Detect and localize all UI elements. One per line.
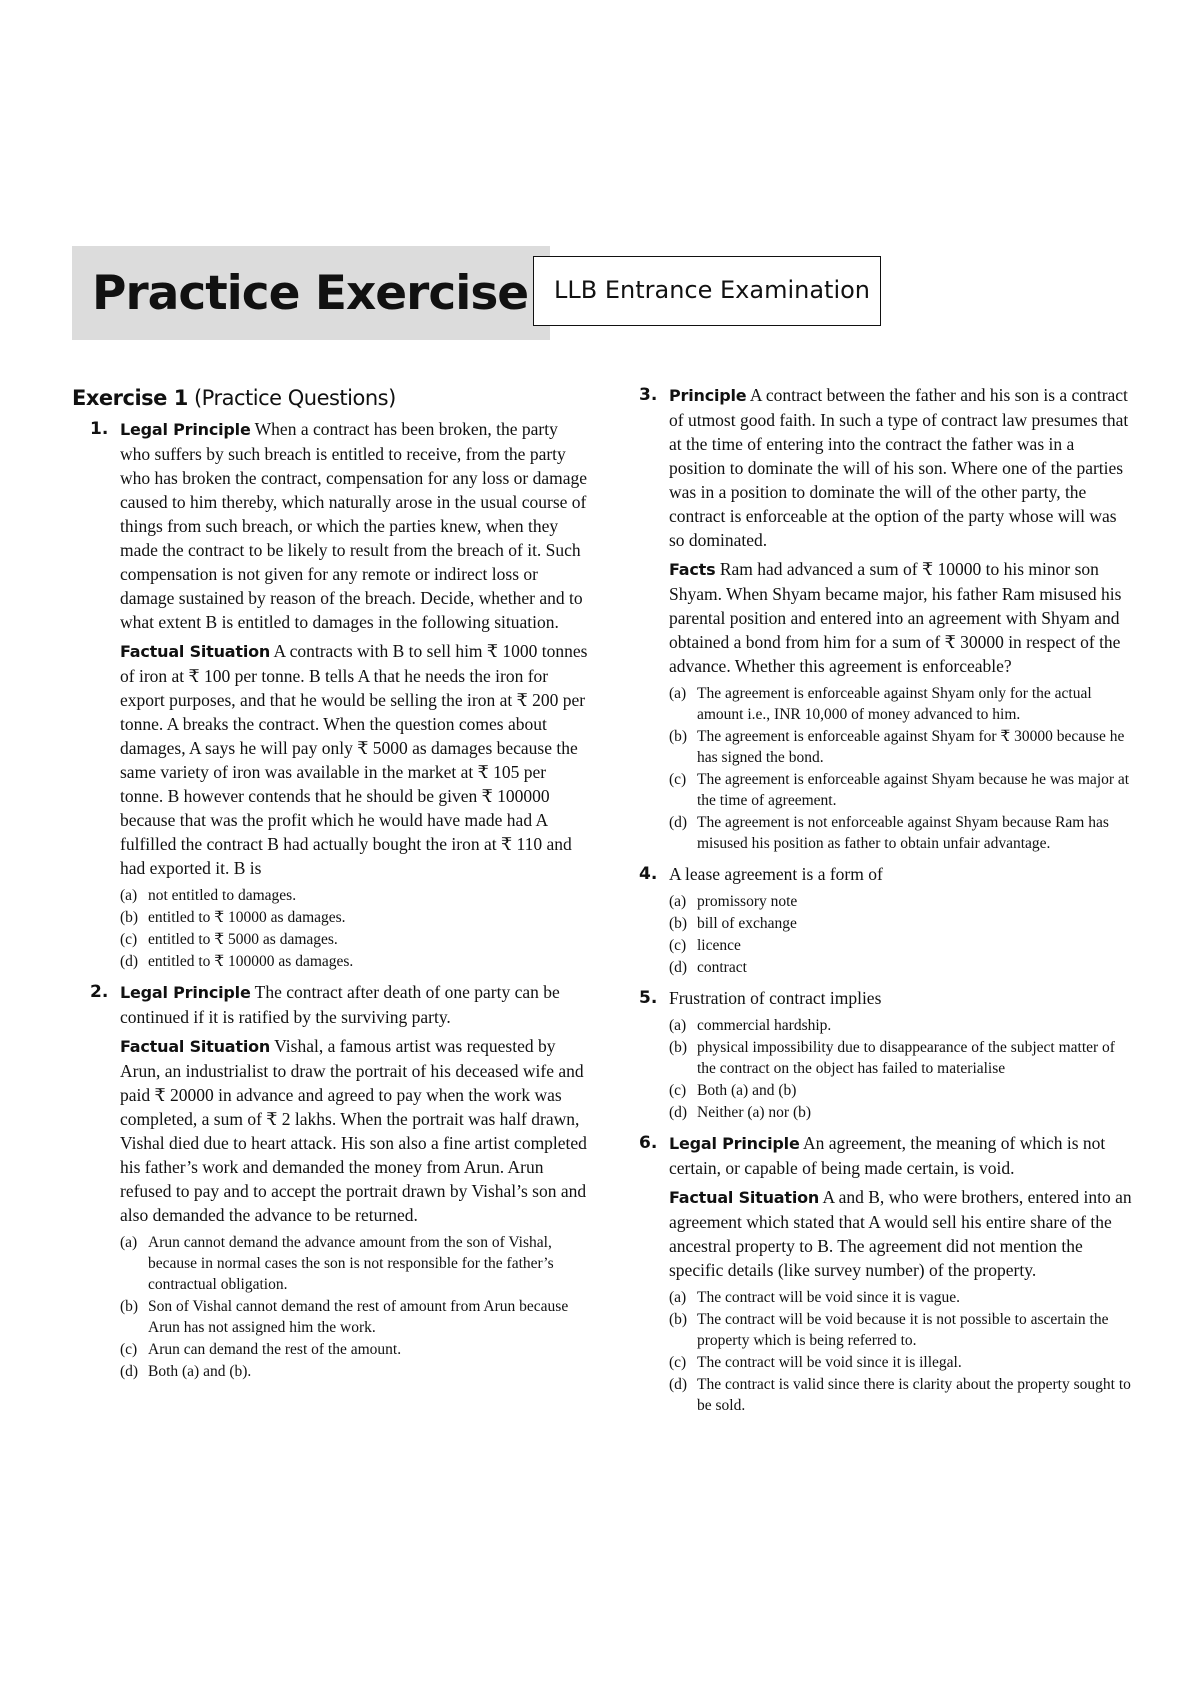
option-text: The contract will be void since it is illegal. bbox=[697, 1354, 962, 1371]
question-paragraph bbox=[669, 383, 1135, 552]
question-paragraph bbox=[120, 980, 592, 1029]
options-list bbox=[669, 683, 1135, 854]
option-text: Neither (a) nor (b) bbox=[697, 1104, 812, 1121]
option-label: (b) bbox=[120, 1298, 139, 1315]
questions-right bbox=[639, 383, 1135, 1416]
paragraph-text: The contract after death of one party can be continued if it is ratified by the surviving party. bbox=[120, 982, 560, 1027]
paragraph-label: Legal Principle bbox=[120, 983, 251, 1002]
option-item bbox=[120, 907, 592, 928]
paragraph-text: An agreement, the meaning of which is not certain, or capable of being made certain, is void. bbox=[669, 1133, 1106, 1178]
option-item bbox=[120, 1339, 592, 1360]
option-text: Son of Vishal cannot demand the rest of amount from Arun because Arun has not assigned him the work. bbox=[148, 1298, 569, 1336]
option-item bbox=[120, 1361, 592, 1382]
option-item bbox=[669, 812, 1135, 854]
question-paragraph bbox=[120, 1034, 592, 1227]
option-item bbox=[669, 683, 1135, 725]
option-text: bill of exchange bbox=[697, 915, 797, 932]
option-label: (a) bbox=[669, 685, 687, 702]
option-label: (a) bbox=[669, 1017, 687, 1034]
options-list bbox=[669, 891, 1135, 978]
paragraph-text: A lease agreement is a form of bbox=[669, 864, 883, 884]
option-text: The agreement is not enforceable against Shyam because Ram has misused his position as father to obtain unfair advantage. bbox=[697, 814, 1109, 852]
right-column bbox=[639, 383, 1135, 1424]
option-item bbox=[669, 1309, 1135, 1351]
exercise-heading-bold: Exercise 1 bbox=[72, 386, 188, 410]
option-item bbox=[669, 1352, 1135, 1373]
option-label: (d) bbox=[120, 953, 139, 970]
paragraph-label: Factual Situation bbox=[120, 642, 271, 661]
options-list bbox=[120, 1232, 592, 1382]
option-text: The agreement is enforceable against Shyam because he was major at the time of agreement. bbox=[697, 771, 1130, 809]
question-block bbox=[72, 417, 592, 972]
options-list bbox=[669, 1015, 1135, 1123]
paragraph-text: A contract between the father and his son is a contract of utmost good faith. In such a type of contract law presumes that at the time of entering into the contract the father was in a position to dominate the will of his son. Where one of the parties was in a position to dominate the will of the other party, the contract is enforceable at the option of the party whose will was so dominated. bbox=[669, 385, 1129, 550]
paragraph-label: Legal Principle bbox=[120, 420, 251, 439]
option-item bbox=[120, 929, 592, 950]
option-label: (b) bbox=[669, 915, 688, 932]
question-block bbox=[639, 383, 1135, 854]
option-text: Both (a) and (b). bbox=[148, 1363, 252, 1380]
paragraph-label: Factual Situation bbox=[669, 1188, 820, 1207]
option-label: (d) bbox=[669, 814, 688, 831]
option-label: (c) bbox=[120, 931, 138, 948]
option-text: The contract will be void since it is vague. bbox=[697, 1289, 960, 1306]
option-item bbox=[669, 957, 1135, 978]
paragraph-label: Legal Principle bbox=[669, 1134, 800, 1153]
option-item bbox=[669, 1037, 1135, 1079]
option-label: (b) bbox=[120, 909, 139, 926]
option-item bbox=[669, 769, 1135, 811]
option-item bbox=[120, 951, 592, 972]
question-number: 5. bbox=[639, 988, 658, 1008]
option-item bbox=[120, 885, 592, 906]
option-label: (b) bbox=[669, 728, 688, 745]
option-text: entitled to ₹ 100000 as damages. bbox=[148, 953, 354, 970]
option-text: commercial hardship. bbox=[697, 1017, 832, 1034]
option-item bbox=[669, 1102, 1135, 1123]
option-label: (c) bbox=[120, 1341, 138, 1358]
option-item bbox=[669, 1015, 1135, 1036]
paragraph-text: Frustration of contract implies bbox=[669, 988, 882, 1008]
option-text: promissory note bbox=[697, 893, 798, 910]
question-number: 1. bbox=[90, 419, 109, 439]
option-text: not entitled to damages. bbox=[148, 887, 297, 904]
option-item bbox=[669, 891, 1135, 912]
option-item bbox=[669, 726, 1135, 768]
question-paragraph bbox=[669, 1185, 1135, 1282]
option-item bbox=[669, 1287, 1135, 1308]
paragraph-label: Principle bbox=[669, 386, 747, 405]
paragraph-text: When a contract has been broken, the party who suffers by such breach is entitled to receive, from the party who has broken the contract, compensation for any loss or damage caused to him thereby, which naturally arose in the usual course of things from such breach, or which the parties knew, when they made the contract to be likely to result from the breach of it. Such compensation is not given for any remote or indirect loss or damage sustained by reason of the breach. Decide, whether and to what extent B is entitled to damages in the following situation. bbox=[120, 419, 588, 632]
question-paragraph bbox=[669, 986, 1135, 1010]
option-label: (d) bbox=[669, 959, 688, 976]
option-label: (c) bbox=[669, 937, 687, 954]
paragraph-text: Ram had advanced a sum of ₹ 10000 to his minor son Shyam. When Shyam became major, his father Ram misused his parental position and entered into an agreement with Shyam and obtained a bond from him for a sum of ₹ 30000 in respect of the advance. Whether this agreement is enforceable? bbox=[669, 559, 1122, 676]
paragraph-text: Vishal, a famous artist was requested by Arun, an industrialist to draw the portrait of his deceased wife and paid ₹ 20000 in advance and agreed to pay when the work was completed, a sum of ₹ 2 lakhs. When the portrait was half drawn, Vishal died due to heart attack. His son also a fine artist completed his father’s work and demanded the money from Arun. Arun refused to pay and to accept the portrait drawn by Vishal’s son and also demanded the advance to be returned. bbox=[120, 1036, 587, 1225]
question-block bbox=[639, 1131, 1135, 1416]
option-text: The contract is valid since there is clarity about the property sought to be sold. bbox=[697, 1376, 1131, 1414]
page-title: Practice Exercise bbox=[92, 266, 529, 321]
question-block bbox=[639, 862, 1135, 978]
option-text: entitled to ₹ 10000 as damages. bbox=[148, 909, 346, 926]
left-column bbox=[72, 383, 592, 1390]
questions-left bbox=[72, 417, 592, 1382]
option-text: entitled to ₹ 5000 as damages. bbox=[148, 931, 338, 948]
option-label: (a) bbox=[669, 1289, 687, 1306]
option-text: Arun can demand the rest of the amount. bbox=[148, 1341, 402, 1358]
option-item bbox=[669, 1374, 1135, 1416]
option-text: Both (a) and (b) bbox=[697, 1082, 797, 1099]
option-label: (c) bbox=[669, 771, 687, 788]
question-number: 3. bbox=[639, 385, 658, 405]
option-text: Arun cannot demand the advance amount from the son of Vishal, because in normal cases the son is not responsible for the father’s contractual obligation. bbox=[148, 1234, 554, 1293]
options-list bbox=[669, 1287, 1135, 1416]
option-item bbox=[669, 913, 1135, 934]
option-item bbox=[120, 1232, 592, 1295]
question-block bbox=[72, 980, 592, 1382]
question-paragraph bbox=[120, 639, 592, 880]
question-number: 4. bbox=[639, 864, 658, 884]
paragraph-label: Facts bbox=[669, 560, 716, 579]
option-label: (d) bbox=[669, 1376, 688, 1393]
option-label: (d) bbox=[120, 1363, 139, 1380]
question-paragraph bbox=[669, 862, 1135, 886]
option-item bbox=[120, 1296, 592, 1338]
paragraph-text: A contracts with B to sell him ₹ 1000 tonnes of iron at ₹ 100 per tonne. B tells A that he needs the iron for export purposes, and that he would be selling the iron at ₹ 200 per tonne. A breaks the contract. When the question comes about damages, A says he will pay only ₹ 5000 as damages because the same variety of iron was available in the market at ₹ 105 per tonne. B however contends that he should be given ₹ 100000 because that was the profit which he would have made had A fulfilled the contract B had actually bought the iron at ₹ 110 and had exported it. B is bbox=[120, 641, 588, 878]
option-label: (a) bbox=[120, 1234, 138, 1251]
question-number: 2. bbox=[90, 982, 109, 1002]
option-text: contract bbox=[697, 959, 747, 976]
option-text: licence bbox=[697, 937, 741, 954]
question-paragraph bbox=[669, 1131, 1135, 1180]
exercise-heading bbox=[72, 383, 592, 413]
question-paragraph bbox=[120, 417, 592, 634]
question-block bbox=[639, 986, 1135, 1123]
option-label: (c) bbox=[669, 1082, 687, 1099]
option-text: The agreement is enforceable against Shyam for ₹ 30000 because he has signed the bond. bbox=[697, 728, 1125, 766]
option-item bbox=[669, 935, 1135, 956]
option-label: (c) bbox=[669, 1354, 687, 1371]
option-label: (b) bbox=[669, 1311, 688, 1328]
option-label: (a) bbox=[120, 887, 138, 904]
option-label: (d) bbox=[669, 1104, 688, 1121]
header-subtitle-box: LLB Entrance Examination bbox=[533, 256, 881, 326]
question-number: 6. bbox=[639, 1133, 658, 1153]
option-text: The agreement is enforceable against Shyam only for the actual amount i.e., INR 10,000 of money advanced to him. bbox=[697, 685, 1092, 723]
option-item bbox=[669, 1080, 1135, 1101]
question-paragraph bbox=[669, 557, 1135, 678]
option-label: (b) bbox=[669, 1039, 688, 1056]
paragraph-text: A and B, who were brothers, entered into an agreement which stated that A would sell his entire share of the ancestral property to B. The agreement did not mention the specific details (like survey number) of the property. bbox=[669, 1187, 1132, 1280]
option-text: physical impossibility due to disappearance of the subject matter of the contract on the object has failed to materialise bbox=[697, 1039, 1115, 1077]
option-text: The contract will be void because it is not possible to ascertain the property which is being referred to. bbox=[697, 1311, 1109, 1349]
paragraph-label: Factual Situation bbox=[120, 1037, 271, 1056]
option-label: (a) bbox=[669, 893, 687, 910]
options-list bbox=[120, 885, 592, 972]
exercise-heading-rest: (Practice Questions) bbox=[187, 386, 396, 410]
